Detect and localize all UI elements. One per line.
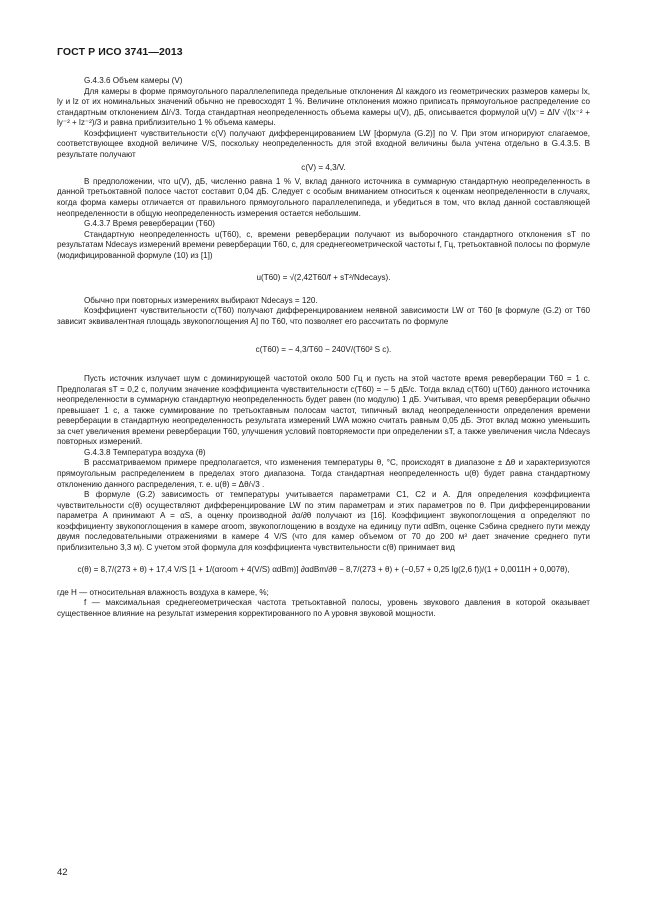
paragraph: В формуле (G.2) зависимость от температуры учитывается параметрами C1, C2 и A. Для определения коэффициента чувствительности c(θ) осуществляют дифференцирование LW по этим параметрам и этих параметров по θ. При дифференцировании параметра A принимают A = αS, а оценку производной ∂α/∂θ получают из [16]. Коэффициент звукопоглощения α определяют по коэффициенту звукопоглощения в камере αroom, звукопоглощению в воздухе на единицу пути αdBm, оценке Сэбина среднего пути между двумя последовательными отражениями в камере 4 V/S (что для камер объемом от 70 до 200 м³ дает значение среднего пути приблизительно 3,3 м). С учетом этой формула для коэффициента чувствительности c(θ) принимает вид	[57, 490, 590, 552]
formula-c-t60: c(T60) = − 4,3/T60 − 240V/(T60² S c).	[255, 345, 392, 355]
paragraph: Коэффициент чувствительности c(T60) получают дифференцированием неявной зависимости LW от T60 [в формуле (G.2) от T60 зависит эквивалентная площадь звукопоглощения A] по T60, что позволяет его рассчитать по формуле	[57, 306, 590, 326]
formula-c-theta: c(θ) = 8,7/(273 + θ) + 17,4 V/S [1 + 1/(αroom + 4(V/S) αdBm)] ∂αdBm/∂θ − 8,7/(273 + θ) + (−0,57 + 0,25 lg(2,6 f))/(1 + 0,0011H + 0,007θ),	[77, 565, 570, 575]
paragraph: Обычно при повторных измерениях выбирают Ndecays = 120.	[84, 295, 318, 305]
section-title-air-temperature: G.4.3.8 Температура воздуха (θ)	[84, 447, 206, 457]
formula-c-v: c(V) = 4,3/V.	[301, 163, 346, 173]
page-number: 42	[57, 867, 68, 878]
page-header: ГОСТ Р ИСО 3741—2013	[57, 46, 183, 58]
paragraph: f — максимальная среднегеометрическая частота третьоктавной полосы, уровень звукового давления в которой оказывает существенное влияние на результат измерения корректированного по A уровня звуковой мощности.	[57, 598, 590, 618]
paragraph: В предположении, что u(V), дБ, численно равна 1 % V, вклад данного источника в суммарную стандартную неопределенность в данной третьоктавной полосе частот составит 0,04 дБ. Следует с особым вниманием относиться к оценкам неопределенности в случаях, когда форма камеры отличается от правильного прямоугольного параллелепипеда, и убедиться в том, что вклад данной составляющей неопределенности в общую неопределенность измерения остается небольшим.	[57, 176, 590, 218]
paragraph: Для камеры в форме прямоугольного параллелепипеда предельные отклонения Δl каждого из геометрических размеров камеры lx, ly и lz от их номинальных значений обычно не превосходят 1 %. Величине отклонения можно приписать прямоугольное распределение со стандартным отклонением Δl/√3. Тогда стандартная неопределенность объема камеры u(V), дБ, описывается формулой u(V) = ΔlV √(lx⁻² + ly⁻² + lz⁻²)/3 и равна приблизительно 1 % объема камеры.	[57, 86, 590, 128]
paragraph: Стандартную неопределенность u(T60), c, времени реверберации получают из выборочного стандартного отклонения sT по результатам Ndecays измерений времени реверберации T60, c, для среднегеометрической частоты f, Гц, третьоктавной полосы по формуле (модифицированной формуле (10) из [1])	[57, 229, 590, 260]
paragraph: где H — относительная влажность воздуха в камере, %;	[57, 587, 269, 597]
paragraph: Коэффициент чувствительности c(V) получают дифференцированием LW [формула (G.2)] по V. При этом игнорируют слагаемое, соответствующее входной величине V/S, поскольку неопределенность для этой входной величины была учтена отдельно в G.4.3.5. В результате получают	[57, 128, 590, 159]
paragraph: В рассматриваемом примере предполагается, что изменения температуры θ, °C, происходят в диапазоне ± Δθ и характеризуются прямоугольным распределением в пределах этого диапазона. Тогда стандартная неопределенность u(θ) будет равна стандартному отклонению данного распределения, т. е. u(θ) = Δθ/√3 .	[57, 458, 590, 489]
paragraph: Пусть источник излучает шум с доминирующей частотой около 500 Гц и пусть на этой частоте время реверберации T60 = 1 c. Предполагая sT = 0,2 c, получим значение коэффициента чувствительности c(T60) = – 5 дБ/c. Тогда вклад c(T60) u(T60) данного источника неопределенности в суммарную стандартную неопределенность будет равен (по модулю) 1 дБ. Учитывая, что время реверберации обычно превышает 1 c, а также суммирование по третьоктавным полосам частот, типичный вклад неопределенности определения времени реверберации в стандартную неопределенность результата измерений LWA можно считать равным 0,05 дБ. Этот вклад можно уменьшить за счет увеличения времени реверберации T60, улучшения условий повторяемости при определении sT, а также увеличения числа Ndecays повторных измерений.	[57, 374, 590, 447]
document-body	[57, 76, 590, 620]
section-title-room-volume: G.4.3.6 Объем камеры (V)	[84, 76, 183, 85]
formula-u-t60: u(T60) = √(2,42T60/f + sT²/Ndecays).	[256, 273, 391, 283]
section-title-reverberation-time: G.4.3.7 Время реверберации (T60)	[84, 219, 215, 229]
